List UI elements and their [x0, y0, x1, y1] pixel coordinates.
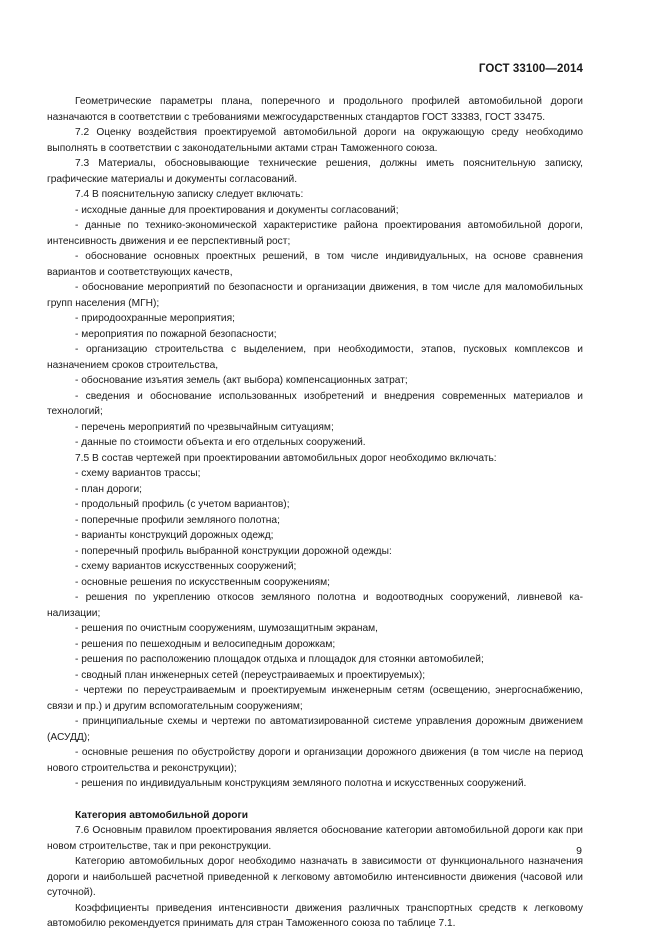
document-body [47, 94, 583, 932]
list-item: - перечень мероприятий по чрезвычайным ситуациям; [75, 421, 334, 433]
paragraph: 7.4 В пояснительную записку следует включать: [75, 189, 304, 200]
list-item: - принципиальные схемы и чертежи по автоматизированной системе управления дорожным движением (АСУДД); [47, 716, 583, 743]
paragraph: Геометрические параметры плана, поперечного и продольного профилей автомобильной дороги назначаются в соответствии с требованиями межгосударственных стандартов ГОСТ 33383, ГОСТ 33475. [47, 96, 583, 123]
list-item: - исходные данные для проектирования и документы согласований; [75, 204, 399, 216]
list-item: - данные по технико-экономической характеристике района проектирования автомобильной дороги, интенсивность движения и ее перспективный рост; [47, 220, 583, 247]
list-item: - схему вариантов искусственных сооружений; [75, 561, 297, 572]
paragraph: 7.2 Оценку воздействия проектируемой автомобильной дороги на окружающую среду необходимо выполнять в соответствии с законодательными актами стран Таможенного союза. [47, 127, 583, 154]
list-item: - чертежи по переустраиваемым и проектируемым инженерным сетям (освещению, энергоснабжению, связи и пр.) и другим вспомогательным сооружениям; [47, 685, 583, 712]
list-item: - варианты конструкций дорожных одежд; [75, 530, 274, 541]
list-item: - мероприятия по пожарной безопасности; [75, 328, 277, 340]
list-item: - данные по стоимости объекта и его отдельных сооружений. [75, 437, 366, 448]
list-item: - сводный план инженерных сетей (переустраиваемых и проектируемых); [75, 669, 426, 681]
paragraph: Коэффициенты приведения интенсивности движения различных транспортных средств к легковому автомобилю рекомендуется принимать для стран Таможенного союза по таблице 7.1. [47, 902, 583, 929]
list-item: - основные решения по обустройству дороги и организации дорожного движения (в том числе на период нового строительства и реконструкции); [47, 747, 583, 774]
list-item: - поперечный профиль выбранной конструкции дорожной одежды: [75, 545, 392, 557]
list-item: - решения по индивидуальным конструкциям земляного полотна и искусственных сооружений. [75, 778, 527, 789]
list-item: - обоснование изъятия земель (акт выбора) компенсационных затрат; [75, 375, 408, 386]
list-item: - схему вариантов трассы; [75, 468, 201, 479]
list-item: - сведения и обоснование использованных изобретений и внедрения современных материалов и технологий; [47, 390, 583, 417]
list-item: - решения по пешеходным и велосипедным дорожкам; [75, 638, 336, 650]
paragraph: 7.3 Материалы, обосновывающие технические решения, должны иметь пояснительную записку, графические материалы и документы согласований. [47, 158, 583, 185]
document-header: ГОСТ 33100—2014 [478, 63, 583, 75]
list-item: - поперечные профили земляного полотна; [75, 514, 280, 526]
list-item: - решения по расположению площадок отдыха и площадок для стоянки автомобилей; [75, 654, 484, 665]
list-item: - обоснование основных проектных решений, в том числе индивидуальных, на основе сравнения вариантов и соответствующих качеств, [47, 251, 583, 278]
list-item: - природоохранные мероприятия; [75, 313, 235, 324]
list-item: - основные решения по искусственным сооружениям; [75, 576, 330, 588]
list-item: - план дороги; [75, 483, 142, 495]
list-item: - решения по очистным сооружениям, шумозащитным экранам, [75, 623, 379, 634]
list-item: - продольный профиль (с учетом вариантов); [75, 499, 290, 510]
list-item: - обоснование мероприятий по безопасности и организации движения, в том числе для маломобильных групп населения (МГН); [47, 282, 583, 309]
list-item: - организацию строительства с выделением, при необходимости, этапов, пусковых комплексов и назначением сроков строительства, [47, 344, 583, 371]
paragraph: 7.6 Основным правилом проектирования является обоснование категории автомобильной дороги как при новом строительстве, так и при реконструкции. [47, 825, 583, 852]
page-number: 9 [576, 845, 582, 857]
section-heading: Категория автомобильной дороги [75, 809, 249, 821]
paragraph: 7.5 В состав чертежей при проектировании автомобильных дорог необходимо включать: [75, 452, 497, 464]
paragraph: Категорию автомобильных дорог необходимо назначать в зависимости от функционального назначения дороги и наибольшей расчетной приведенной к легковому автомобилю интенсивности движения (часовой или суточной). [47, 856, 583, 898]
list-item: - решения по укреплению откосов земляного полотна и водоотводных сооружений, ливневой канализации; [47, 592, 583, 619]
